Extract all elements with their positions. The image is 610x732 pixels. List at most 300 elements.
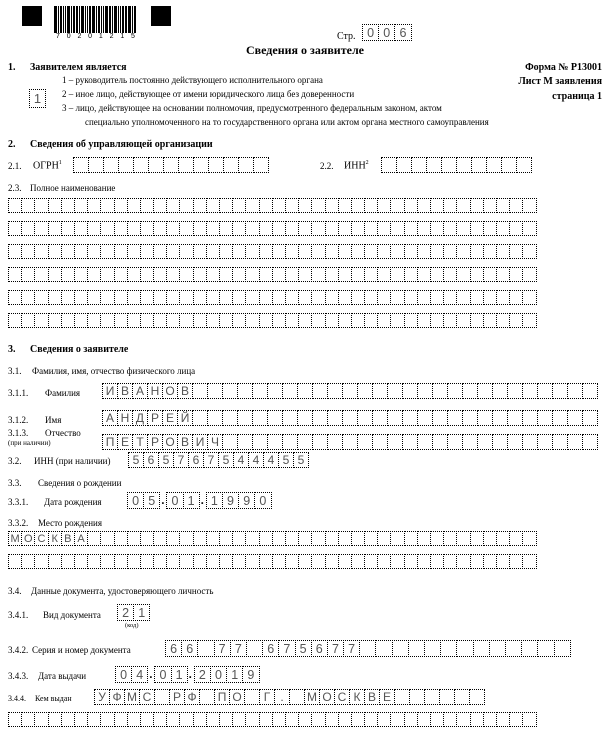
inn-person-cell[interactable]: 6 (188, 452, 204, 468)
lastname-cell[interactable] (477, 383, 493, 399)
inn-org-cell[interactable] (471, 157, 487, 173)
inn-org-cell[interactable] (381, 157, 397, 173)
firstname-cell[interactable]: Д (132, 410, 148, 426)
middlename-cell[interactable] (552, 434, 568, 450)
issuedby-cell[interactable] (377, 712, 391, 727)
fullname-cell[interactable] (87, 221, 101, 236)
fullname-cell[interactable] (245, 221, 259, 236)
fullname-cell[interactable] (259, 244, 273, 259)
fullname-cell[interactable] (522, 221, 536, 236)
birthplace-cell[interactable] (522, 554, 536, 569)
doctype-cell[interactable]: 2 (117, 604, 134, 621)
issuedby-cell[interactable] (140, 712, 154, 727)
docseries-cell[interactable]: 6 (311, 640, 328, 657)
docseries-cell[interactable] (473, 640, 490, 657)
docseries-cell[interactable]: 7 (278, 640, 295, 657)
fullname-cell[interactable] (74, 244, 88, 259)
birthplace-cell[interactable] (456, 554, 470, 569)
fullname-cell[interactable] (21, 267, 35, 282)
fullname-cell[interactable] (443, 267, 457, 282)
birthplace-cell[interactable] (377, 531, 391, 546)
firstname-cell[interactable]: А (102, 410, 118, 426)
birthplace-cell[interactable] (219, 531, 233, 546)
fullname-cell[interactable] (21, 198, 35, 213)
fullname-cell[interactable] (259, 267, 273, 282)
birthplace-cell[interactable] (430, 531, 444, 546)
fullname-cell[interactable] (127, 290, 141, 305)
fullname-cell[interactable] (509, 313, 523, 328)
birthplace-cell[interactable] (338, 554, 352, 569)
fullname-cell[interactable] (496, 313, 510, 328)
fullname-cell[interactable] (48, 290, 62, 305)
lastname-cell[interactable] (417, 383, 433, 399)
lastname-cell[interactable]: А (132, 383, 148, 399)
ogrn-cell[interactable] (133, 157, 149, 173)
fullname-cell[interactable] (114, 244, 128, 259)
birthplace-cell[interactable]: К (48, 531, 62, 546)
fullname-cell[interactable] (259, 198, 273, 213)
fullname-cell[interactable] (153, 221, 167, 236)
fullname-cell[interactable] (245, 267, 259, 282)
fullname-cell[interactable] (404, 198, 418, 213)
birthdate-year-cell[interactable]: 0 (254, 492, 271, 509)
issuedby-cell[interactable]: О (229, 689, 245, 705)
issuedby-cell[interactable] (34, 712, 48, 727)
fullname-cell[interactable] (232, 267, 246, 282)
docseries-cell[interactable] (537, 640, 554, 657)
issuedby-cell[interactable] (114, 712, 128, 727)
fullname-cell[interactable] (48, 198, 62, 213)
fullname-cell[interactable] (140, 198, 154, 213)
firstname-cell[interactable] (372, 410, 388, 426)
issuedby-cell[interactable] (244, 689, 260, 705)
doctype-cell[interactable]: 1 (133, 604, 150, 621)
birthplace-cell[interactable] (61, 554, 75, 569)
birthplace-cell[interactable] (8, 554, 22, 569)
birthplace-cell[interactable] (206, 531, 220, 546)
issuedby-cell[interactable] (166, 712, 180, 727)
fullname-cell[interactable] (483, 198, 497, 213)
middlename-cell[interactable] (537, 434, 553, 450)
birthplace-cell[interactable] (206, 554, 220, 569)
issuedate-month-cell[interactable]: 1 (171, 666, 188, 683)
middlename-cell[interactable] (507, 434, 523, 450)
fullname-cell[interactable] (390, 198, 404, 213)
inn-org-cell[interactable] (411, 157, 427, 173)
fullname-cell[interactable] (193, 290, 207, 305)
ogrn-cell[interactable] (193, 157, 209, 173)
fullname-cell[interactable] (285, 290, 299, 305)
fullname-cell[interactable] (470, 198, 484, 213)
birthplace-cell[interactable] (390, 554, 404, 569)
issuedby-cell[interactable] (390, 712, 404, 727)
birthplace-cell[interactable] (496, 531, 510, 546)
birthplace-cell[interactable] (74, 554, 88, 569)
docseries-cell[interactable] (359, 640, 376, 657)
docseries-cell[interactable] (440, 640, 457, 657)
middlename-cell[interactable]: Р (147, 434, 163, 450)
fullname-cell[interactable] (61, 313, 75, 328)
fullname-cell[interactable] (193, 244, 207, 259)
fullname-cell[interactable] (74, 198, 88, 213)
birthplace-cell[interactable] (272, 554, 286, 569)
fullname-cell[interactable] (61, 244, 75, 259)
fullname-cell[interactable] (127, 267, 141, 282)
birthplace-cell[interactable] (377, 554, 391, 569)
fullname-cell[interactable] (496, 221, 510, 236)
fullname-cell[interactable] (483, 244, 497, 259)
birthplace-cell[interactable]: О (21, 531, 35, 546)
inn-person-cell[interactable]: 5 (293, 452, 309, 468)
birthplace-cell[interactable] (483, 531, 497, 546)
firstname-cell[interactable]: Е (162, 410, 178, 426)
birthplace-cell[interactable] (404, 531, 418, 546)
middlename-cell[interactable] (567, 434, 583, 450)
fullname-cell[interactable] (443, 290, 457, 305)
fullname-cell[interactable] (509, 221, 523, 236)
inn-org-cell[interactable] (396, 157, 412, 173)
lastname-cell[interactable] (387, 383, 403, 399)
fullname-cell[interactable] (179, 290, 193, 305)
issuedby-cell[interactable] (311, 712, 325, 727)
issuedby-cell[interactable] (219, 712, 233, 727)
ogrn-cell[interactable] (223, 157, 239, 173)
fullname-cell[interactable] (298, 313, 312, 328)
fullname-cell[interactable] (179, 267, 193, 282)
fullname-cell[interactable] (87, 313, 101, 328)
fullname-cell[interactable] (430, 198, 444, 213)
fullname-cell[interactable] (364, 313, 378, 328)
fullname-cell[interactable] (34, 198, 48, 213)
birthplace-cell[interactable] (417, 531, 431, 546)
fullname-cell[interactable] (87, 290, 101, 305)
issuedby-cell[interactable] (439, 689, 455, 705)
fullname-cell[interactable] (338, 267, 352, 282)
fullname-cell[interactable] (390, 244, 404, 259)
middlename-cell[interactable] (282, 434, 298, 450)
firstname-cell[interactable] (192, 410, 208, 426)
fullname-cell[interactable] (166, 244, 180, 259)
fullname-cell[interactable] (166, 290, 180, 305)
fullname-cell[interactable] (179, 221, 193, 236)
fullname-cell[interactable] (364, 244, 378, 259)
doctype-cells[interactable] (117, 604, 149, 621)
inn-org-cell[interactable] (516, 157, 532, 173)
inn-person-cell[interactable]: 5 (218, 452, 234, 468)
fullname-cell[interactable] (179, 198, 193, 213)
firstname-cell[interactable]: Р (147, 410, 163, 426)
fullname-cell[interactable] (496, 290, 510, 305)
fullname-cell[interactable] (417, 313, 431, 328)
fullname-cell[interactable] (61, 290, 75, 305)
fullname-cell[interactable] (338, 313, 352, 328)
birthplace-cell[interactable] (21, 554, 35, 569)
fullname-cell[interactable] (21, 313, 35, 328)
ogrn-cell[interactable] (163, 157, 179, 173)
issuedate-day-cell[interactable]: 0 (115, 666, 132, 683)
fullname-cell[interactable] (430, 267, 444, 282)
issuedby-cell[interactable]: М (124, 689, 140, 705)
issuedby-row[interactable] (94, 689, 484, 705)
fullname-cell[interactable] (377, 244, 391, 259)
fullname-cell[interactable] (311, 267, 325, 282)
fullname-cell[interactable] (377, 290, 391, 305)
fullname-cell[interactable] (21, 244, 35, 259)
issuedby-cell[interactable] (289, 689, 305, 705)
middlename-cell[interactable] (252, 434, 268, 450)
birthplace-cell[interactable] (364, 531, 378, 546)
lastname-cell[interactable] (237, 383, 253, 399)
issuedate-cells[interactable] (115, 666, 259, 683)
birthplace-cell[interactable] (483, 554, 497, 569)
fullname-cell[interactable] (404, 290, 418, 305)
fullname-cell[interactable] (74, 313, 88, 328)
docseries-cell[interactable] (246, 640, 263, 657)
birthplace-cell[interactable] (417, 554, 431, 569)
birthdate-month-cell[interactable]: 1 (183, 492, 200, 509)
fullname-row[interactable] (8, 267, 536, 282)
fullname-cell[interactable] (338, 198, 352, 213)
issuedby-cell[interactable] (272, 712, 286, 727)
lastname-cell[interactable]: В (117, 383, 133, 399)
inn-org-cell[interactable] (486, 157, 502, 173)
fullname-cell[interactable] (364, 198, 378, 213)
birthplace-cell[interactable] (166, 531, 180, 546)
fullname-cell[interactable] (61, 221, 75, 236)
docseries-cell[interactable]: 6 (165, 640, 182, 657)
issuedby-cell[interactable] (456, 712, 470, 727)
fullname-cell[interactable] (351, 244, 365, 259)
inn-org-cells[interactable] (381, 157, 531, 173)
middlename-cell[interactable]: Т (132, 434, 148, 450)
fullname-cell[interactable] (100, 290, 114, 305)
birthplace-cell[interactable]: А (74, 531, 88, 546)
birthdate-year-cell[interactable]: 1 (206, 492, 223, 509)
birthplace-cell[interactable]: С (34, 531, 48, 546)
page-number-cell[interactable]: 6 (394, 24, 411, 41)
birthplace-cell[interactable] (127, 531, 141, 546)
fullname-cell[interactable] (522, 198, 536, 213)
fullname-cell[interactable] (114, 221, 128, 236)
fullname-cell[interactable] (245, 290, 259, 305)
fullname-cell[interactable] (417, 198, 431, 213)
birthplace-cell[interactable] (272, 531, 286, 546)
birthplace-cell[interactable] (404, 554, 418, 569)
fullname-cell[interactable] (311, 290, 325, 305)
firstname-cell[interactable] (297, 410, 313, 426)
lastname-cell[interactable] (522, 383, 538, 399)
issuedby-cell[interactable]: К (349, 689, 365, 705)
docseries-cell[interactable]: 7 (343, 640, 360, 657)
fullname-cell[interactable] (179, 244, 193, 259)
issuedby-cell[interactable] (285, 712, 299, 727)
firstname-cell[interactable] (537, 410, 553, 426)
lastname-cell[interactable] (357, 383, 373, 399)
fullname-cell[interactable] (325, 290, 339, 305)
inn-person-cell[interactable]: 4 (263, 452, 279, 468)
fullname-cell[interactable] (285, 244, 299, 259)
fullname-cell[interactable] (496, 267, 510, 282)
birthplace-cell[interactable] (470, 554, 484, 569)
issuedby-cell[interactable] (394, 689, 410, 705)
fullname-cell[interactable] (21, 290, 35, 305)
birthplace-cell[interactable] (48, 554, 62, 569)
fullname-cell[interactable] (87, 198, 101, 213)
lastname-cell[interactable] (192, 383, 208, 399)
fullname-cell[interactable] (206, 221, 220, 236)
fullname-cell[interactable] (364, 267, 378, 282)
fullname-cell[interactable] (48, 244, 62, 259)
ogrn-cell[interactable] (208, 157, 224, 173)
fullname-cell[interactable] (127, 313, 141, 328)
fullname-cell[interactable] (140, 244, 154, 259)
fullname-cell[interactable] (470, 221, 484, 236)
middlename-cell[interactable] (477, 434, 493, 450)
firstname-cell[interactable] (282, 410, 298, 426)
firstname-cells[interactable] (102, 410, 597, 426)
birthplace-cell[interactable] (325, 531, 339, 546)
fullname-cell[interactable] (193, 221, 207, 236)
docseries-cells[interactable] (165, 640, 570, 657)
fullname-cell[interactable] (496, 198, 510, 213)
lastname-cell[interactable]: Н (147, 383, 163, 399)
birthplace-cell[interactable] (153, 531, 167, 546)
middlename-cell[interactable] (387, 434, 403, 450)
birthplace-cell[interactable] (87, 554, 101, 569)
lastname-cell[interactable] (312, 383, 328, 399)
fullname-cell[interactable] (430, 313, 444, 328)
birthplace-cell[interactable] (351, 554, 365, 569)
issuedby-cell[interactable]: В (364, 689, 380, 705)
issuedby-cell[interactable] (404, 712, 418, 727)
fullname-cell[interactable] (219, 198, 233, 213)
fullname-cell[interactable] (232, 290, 246, 305)
fullname-cell[interactable] (272, 290, 286, 305)
birthplace-row[interactable] (8, 531, 536, 546)
fullname-cell[interactable] (364, 221, 378, 236)
fullname-cell[interactable] (417, 290, 431, 305)
page-number-cells[interactable] (362, 24, 411, 41)
fullname-cell[interactable] (193, 198, 207, 213)
fullname-cell[interactable] (377, 221, 391, 236)
fullname-cell[interactable] (351, 267, 365, 282)
birthplace-cell[interactable] (456, 531, 470, 546)
fullname-cell[interactable] (206, 244, 220, 259)
issuedby-row[interactable] (8, 712, 536, 727)
fullname-cell[interactable] (114, 198, 128, 213)
fullname-cell[interactable] (377, 267, 391, 282)
docseries-cell[interactable] (521, 640, 538, 657)
birthdate-day-cell[interactable]: 5 (143, 492, 160, 509)
lastname-cell[interactable] (552, 383, 568, 399)
inn-person-cell[interactable]: 5 (128, 452, 144, 468)
middlename-cell[interactable]: П (102, 434, 118, 450)
fullname-cell[interactable] (219, 267, 233, 282)
birthplace-cell[interactable] (259, 554, 273, 569)
lastname-cell[interactable] (207, 383, 223, 399)
fullname-cell[interactable] (206, 313, 220, 328)
fullname-cell[interactable] (140, 290, 154, 305)
fullname-cell[interactable] (285, 313, 299, 328)
middlename-cell[interactable] (462, 434, 478, 450)
birthplace-cell[interactable] (364, 554, 378, 569)
fullname-cell[interactable] (206, 267, 220, 282)
fullname-cell[interactable] (153, 267, 167, 282)
fullname-cell[interactable] (338, 221, 352, 236)
issuedate-day-cell[interactable]: 4 (131, 666, 148, 683)
birthplace-cell[interactable] (311, 531, 325, 546)
birthplace-cell[interactable] (259, 531, 273, 546)
birthplace-cell[interactable] (140, 531, 154, 546)
fullname-cell[interactable] (483, 221, 497, 236)
birthplace-cell[interactable] (496, 554, 510, 569)
firstname-cell[interactable]: Н (117, 410, 133, 426)
issuedby-cell[interactable] (338, 712, 352, 727)
docseries-cell[interactable] (392, 640, 409, 657)
issuedby-cell[interactable] (483, 712, 497, 727)
middlename-cell[interactable]: Е (117, 434, 133, 450)
fullname-cell[interactable] (74, 221, 88, 236)
birthplace-cell[interactable] (140, 554, 154, 569)
birthplace-cell[interactable] (179, 554, 193, 569)
docseries-cell[interactable]: 6 (262, 640, 279, 657)
birthplace-cell[interactable] (114, 531, 128, 546)
fullname-cell[interactable] (34, 267, 48, 282)
birthplace-cell[interactable] (153, 554, 167, 569)
fullname-cell[interactable] (34, 244, 48, 259)
fullname-cell[interactable] (219, 244, 233, 259)
birthplace-cell[interactable]: М (8, 531, 22, 546)
issuedby-cell[interactable] (409, 689, 425, 705)
firstname-cell[interactable] (207, 410, 223, 426)
birthplace-cell[interactable] (245, 554, 259, 569)
birthplace-cell[interactable] (430, 554, 444, 569)
lastname-cell[interactable] (372, 383, 388, 399)
birthplace-cell[interactable] (100, 531, 114, 546)
issuedby-cell[interactable] (245, 712, 259, 727)
middlename-cell[interactable] (492, 434, 508, 450)
ogrn-cell[interactable] (88, 157, 104, 173)
fullname-row[interactable] (8, 244, 536, 259)
inn-person-cells[interactable] (128, 452, 308, 468)
fullname-cell[interactable] (114, 290, 128, 305)
birthplace-cell[interactable] (298, 554, 312, 569)
fullname-cell[interactable] (166, 267, 180, 282)
firstname-cell[interactable] (582, 410, 598, 426)
fullname-cell[interactable] (61, 267, 75, 282)
issuedby-cell[interactable] (127, 712, 141, 727)
docseries-cell[interactable] (408, 640, 425, 657)
inn-person-cell[interactable]: 5 (278, 452, 294, 468)
issuedby-cell[interactable]: П (214, 689, 230, 705)
fullname-cell[interactable] (245, 198, 259, 213)
birthplace-cell[interactable] (232, 531, 246, 546)
birthplace-cell[interactable] (245, 531, 259, 546)
middlename-cell[interactable] (327, 434, 343, 450)
fullname-cell[interactable] (272, 198, 286, 213)
fullname-cell[interactable] (34, 290, 48, 305)
fullname-cell[interactable] (127, 198, 141, 213)
inn-person-cell[interactable]: 5 (158, 452, 174, 468)
applicant-type-box[interactable]: 1 (29, 89, 46, 108)
lastname-cell[interactable] (582, 383, 598, 399)
middlename-cell[interactable] (582, 434, 598, 450)
fullname-cell[interactable] (496, 244, 510, 259)
docseries-cell[interactable] (375, 640, 392, 657)
firstname-cell[interactable] (507, 410, 523, 426)
firstname-cell[interactable] (567, 410, 583, 426)
birthplace-cell[interactable] (232, 554, 246, 569)
